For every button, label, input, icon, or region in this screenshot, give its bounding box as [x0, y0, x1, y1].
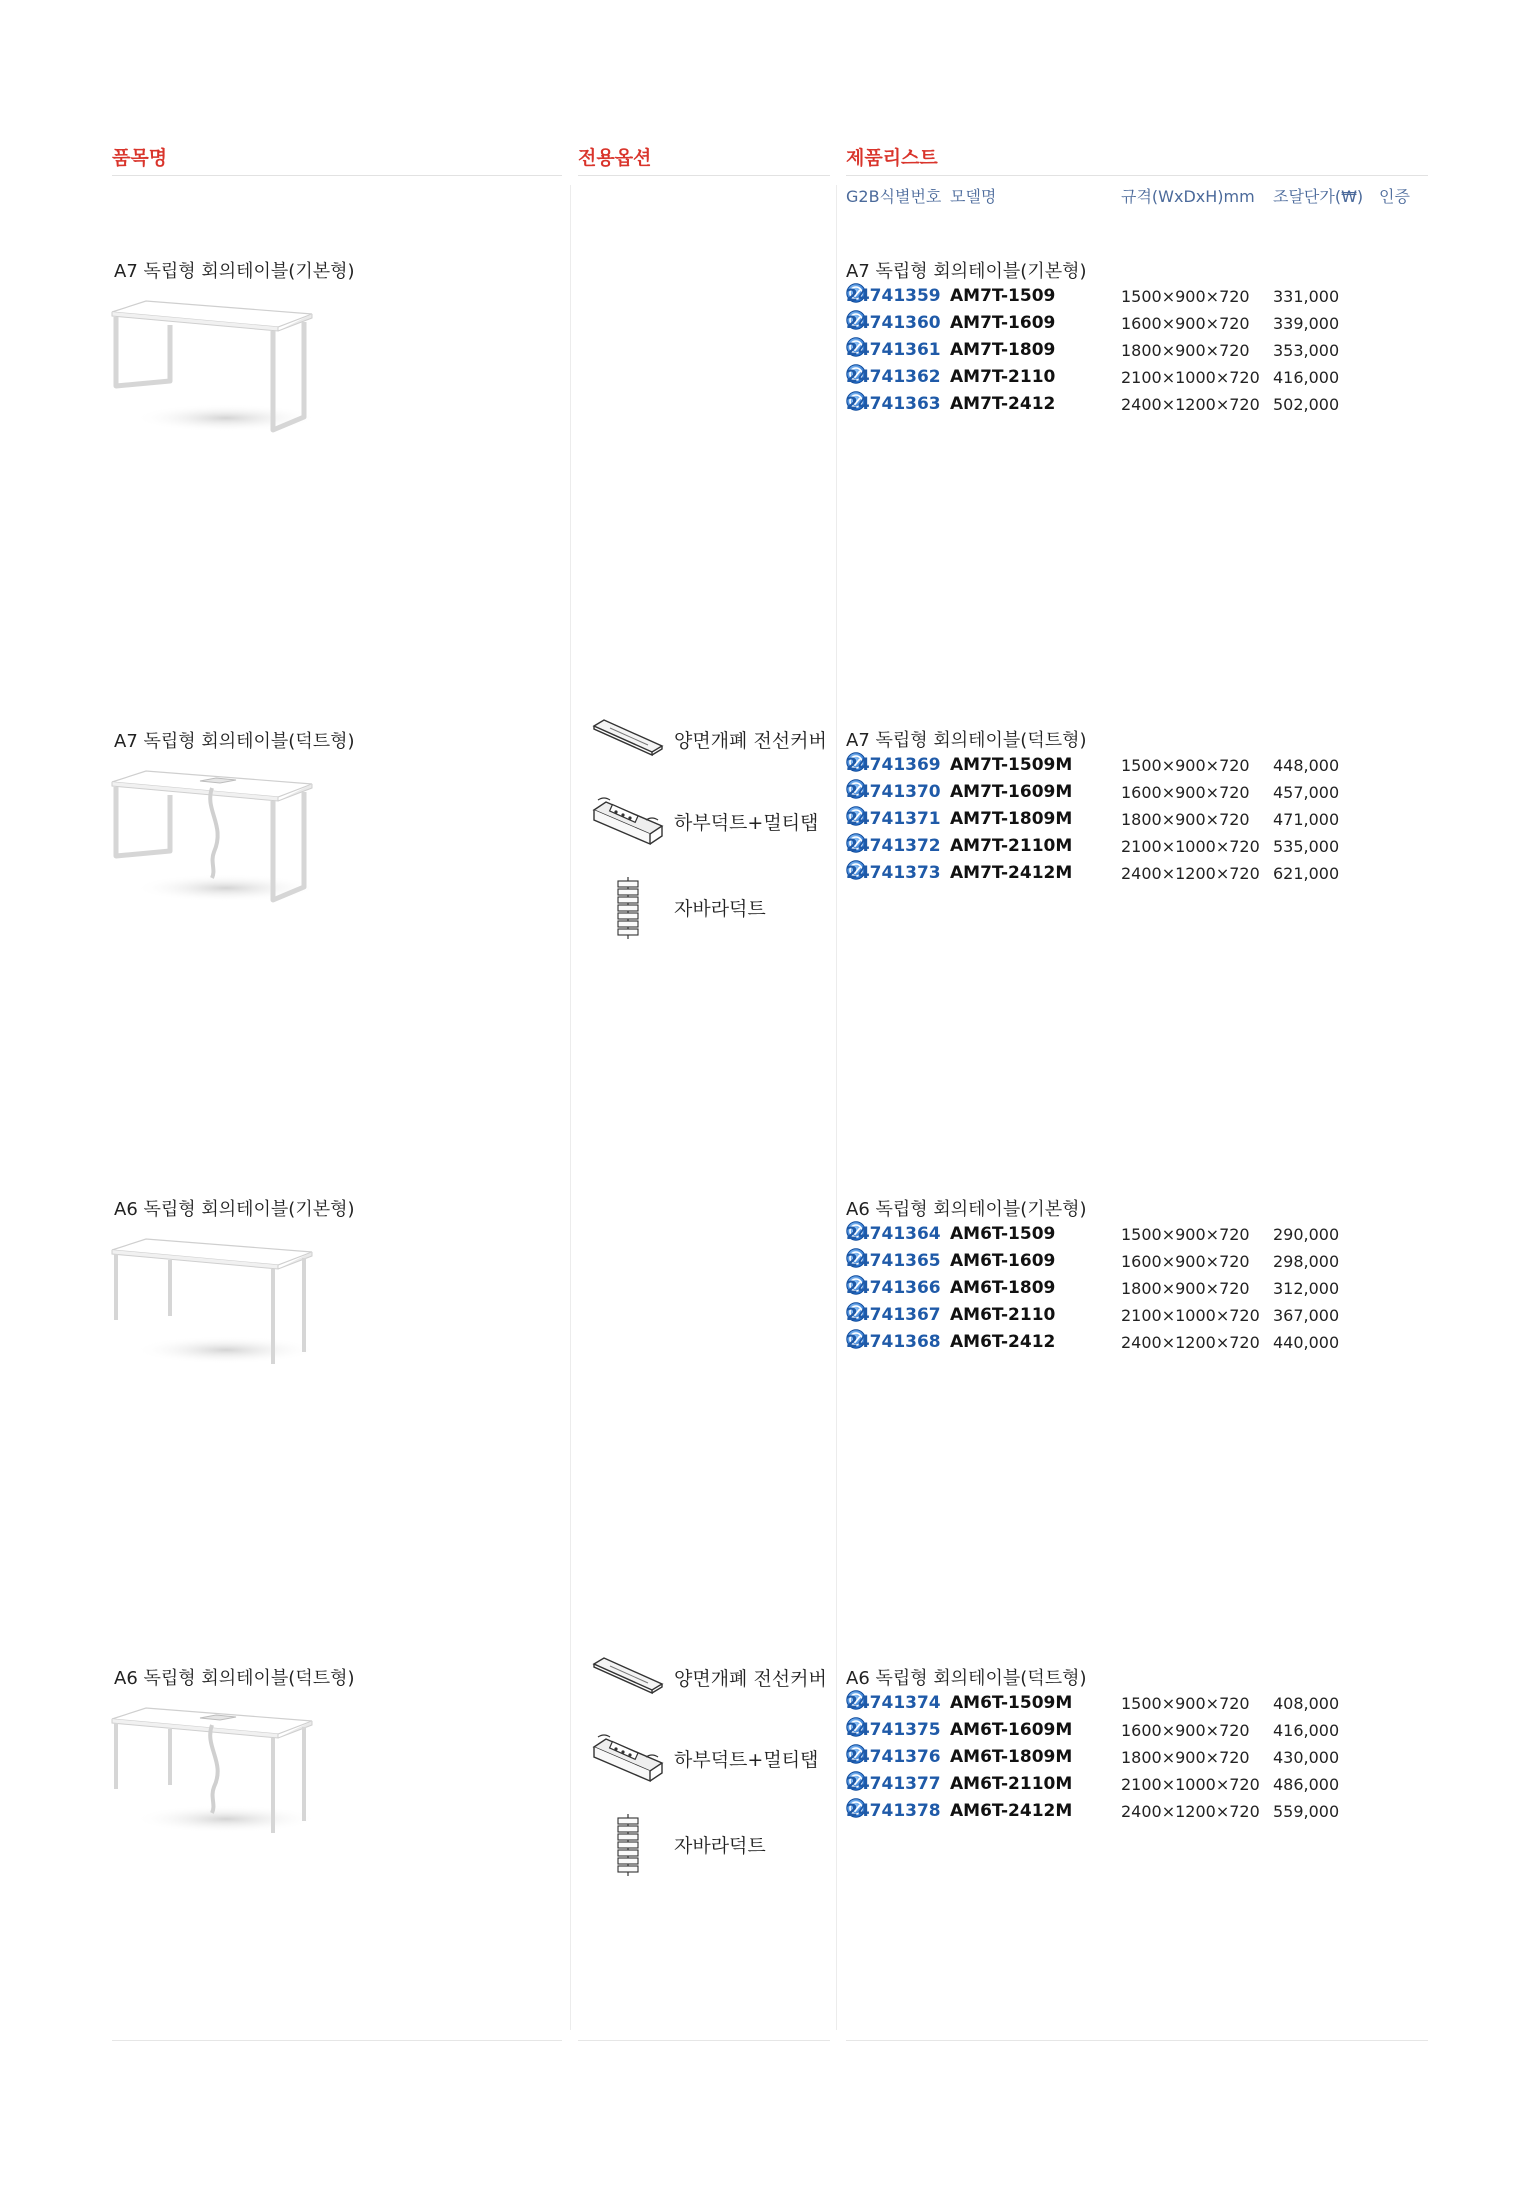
table-row: [846, 337, 1416, 364]
g2b-id: 24741376: [846, 1747, 941, 1767]
table-row: [846, 1221, 1416, 1248]
g2b-id: 24741378: [846, 1801, 941, 1821]
table-row: [846, 1329, 1416, 1356]
spec: 1500×900×720: [1121, 1694, 1250, 1713]
price: 621,000: [1273, 864, 1340, 883]
chain-duct-icon: [608, 1813, 648, 1877]
g2b-id: 24741360: [846, 313, 941, 333]
model-name: AM6T-1609M: [950, 1720, 1073, 1740]
product-rows: [846, 752, 1416, 887]
price: 448,000: [1273, 756, 1340, 775]
column-head-cert: 인증: [1379, 187, 1410, 206]
spec: 1500×900×720: [1121, 756, 1250, 775]
g2b-id: 24741362: [846, 367, 941, 387]
table-row: [846, 364, 1416, 391]
spec: 1500×900×720: [1121, 1225, 1250, 1244]
column-head-id: G2B식별번호: [846, 187, 942, 206]
table-row: [846, 310, 1416, 337]
chain-duct-icon: [608, 876, 648, 940]
model-name: AM7T-2110: [950, 367, 1056, 387]
column-divider: [570, 185, 571, 2030]
model-name: AM6T-2412M: [950, 1801, 1073, 1821]
spec: 2400×1200×720: [1121, 1802, 1260, 1821]
g2b-id: 24741363: [846, 394, 941, 414]
lower-duct-icon: [590, 1733, 666, 1785]
spec: 1600×900×720: [1121, 1721, 1250, 1740]
product-rows: [846, 1221, 1416, 1356]
g2b-id: 24741370: [846, 782, 941, 802]
model-name: AM7T-2412M: [950, 863, 1073, 883]
table-row: [846, 806, 1416, 833]
model-name: AM6T-1809M: [950, 1747, 1073, 1767]
spec: 1600×900×720: [1121, 314, 1250, 333]
model-name: AM7T-1809M: [950, 809, 1073, 829]
list-title: A7 독립형 회의테이블(덕트형): [846, 730, 1087, 751]
g2b-id: 24741375: [846, 1720, 941, 1740]
spec: 1500×900×720: [1121, 287, 1250, 306]
model-name: AM7T-1509: [950, 286, 1056, 306]
header-options: 전용옵션: [578, 147, 652, 169]
spec: 1800×900×720: [1121, 341, 1250, 360]
table-row: [846, 391, 1416, 418]
list-title: A7 독립형 회의테이블(기본형): [846, 261, 1087, 282]
spec: 2100×1000×720: [1121, 368, 1260, 387]
price: 486,000: [1273, 1775, 1340, 1794]
option-label: 자바라덕트: [674, 898, 766, 920]
g2b-id: 24741359: [846, 286, 941, 306]
price: 502,000: [1273, 395, 1340, 414]
option-label: 하부덕트+멀티탭: [674, 1749, 819, 1771]
price: 290,000: [1273, 1225, 1340, 1244]
product-name: A7 독립형 회의테이블(덕트형): [114, 731, 355, 752]
list-title: A6 독립형 회의테이블(덕트형): [846, 1668, 1087, 1689]
table-row: [846, 860, 1416, 887]
price: 440,000: [1273, 1333, 1340, 1352]
product-rows: [846, 1690, 1416, 1825]
price: 339,000: [1273, 314, 1340, 333]
header-divider: [112, 175, 562, 176]
price: 471,000: [1273, 810, 1340, 829]
spec: 2400×1200×720: [1121, 864, 1260, 883]
spec: 1600×900×720: [1121, 783, 1250, 802]
g2b-id: 24741367: [846, 1305, 941, 1325]
model-name: AM6T-2412: [950, 1332, 1056, 1352]
column-head-price: 조달단가(₩): [1273, 187, 1364, 206]
g2b-id: 24741365: [846, 1251, 941, 1271]
cable-cover-icon: [590, 1652, 666, 1696]
model-name: AM7T-2110M: [950, 836, 1073, 856]
price: 416,000: [1273, 368, 1340, 387]
g2b-id: 24741364: [846, 1224, 941, 1244]
spec: 1800×900×720: [1121, 1279, 1250, 1298]
table-row: [846, 779, 1416, 806]
model-name: AM6T-1609: [950, 1251, 1056, 1271]
footer-divider: [112, 2040, 562, 2041]
footer-divider: [846, 2040, 1428, 2041]
price: 312,000: [1273, 1279, 1340, 1298]
g2b-id: 24741366: [846, 1278, 941, 1298]
header-divider: [846, 175, 1428, 176]
model-name: AM7T-1809: [950, 340, 1056, 360]
price: 298,000: [1273, 1252, 1340, 1271]
model-name: AM6T-1509M: [950, 1693, 1073, 1713]
g2b-id: 24741374: [846, 1693, 941, 1713]
table-row: [846, 1771, 1416, 1798]
column-head-spec: 규격(WxDxH)mm: [1121, 187, 1255, 206]
g2b-id: 24741368: [846, 1332, 941, 1352]
price: 353,000: [1273, 341, 1340, 360]
cable-cover-icon: [590, 714, 666, 758]
table-row: [846, 1690, 1416, 1717]
product-rows: [846, 283, 1416, 418]
table-row: [846, 1717, 1416, 1744]
model-name: AM7T-1609: [950, 313, 1056, 333]
price: 535,000: [1273, 837, 1340, 856]
table-image: [108, 300, 318, 435]
list-title: A6 독립형 회의테이블(기본형): [846, 1199, 1087, 1220]
spec: 2100×1000×720: [1121, 837, 1260, 856]
table-row: [846, 1798, 1416, 1825]
model-name: AM7T-1609M: [950, 782, 1073, 802]
spec: 2100×1000×720: [1121, 1775, 1260, 1794]
table-row: [846, 833, 1416, 860]
g2b-id: 24741361: [846, 340, 941, 360]
model-name: AM6T-2110M: [950, 1774, 1073, 1794]
header-divider: [578, 175, 830, 176]
g2b-id: 24741377: [846, 1774, 941, 1794]
column-head-model: 모델명: [950, 187, 997, 206]
table-row: [846, 283, 1416, 310]
table-row: [846, 1248, 1416, 1275]
option-label: 자바라덕트: [674, 1835, 766, 1857]
table-row: [846, 1302, 1416, 1329]
product-name: A7 독립형 회의테이블(기본형): [114, 261, 355, 282]
model-name: AM6T-1809: [950, 1278, 1056, 1298]
column-divider: [836, 185, 837, 2030]
option-label: 양면개폐 전선커버: [674, 1668, 827, 1690]
spec: 2100×1000×720: [1121, 1306, 1260, 1325]
spec: 2400×1200×720: [1121, 1333, 1260, 1352]
spec: 1800×900×720: [1121, 1748, 1250, 1767]
spec: 1800×900×720: [1121, 810, 1250, 829]
product-name: A6 독립형 회의테이블(기본형): [114, 1199, 355, 1220]
table-image: [108, 1238, 318, 1373]
product-name: A6 독립형 회의테이블(덕트형): [114, 1668, 355, 1689]
model-name: AM6T-1509: [950, 1224, 1056, 1244]
g2b-id: 24741372: [846, 836, 941, 856]
header-product-list: 제품리스트: [846, 147, 938, 169]
model-name: AM6T-2110: [950, 1305, 1056, 1325]
price: 559,000: [1273, 1802, 1340, 1821]
table-image: [108, 1707, 318, 1842]
price: 457,000: [1273, 783, 1340, 802]
model-name: AM7T-2412: [950, 394, 1056, 414]
table-row: [846, 752, 1416, 779]
option-label: 하부덕트+멀티탭: [674, 812, 819, 834]
spec: 2400×1200×720: [1121, 395, 1260, 414]
price: 331,000: [1273, 287, 1340, 306]
table-row: [846, 1744, 1416, 1771]
price: 408,000: [1273, 1694, 1340, 1713]
footer-divider: [578, 2040, 830, 2041]
price: 416,000: [1273, 1721, 1340, 1740]
model-name: AM7T-1509M: [950, 755, 1073, 775]
g2b-id: 24741371: [846, 809, 941, 829]
table-image: [108, 770, 318, 905]
table-row: [846, 1275, 1416, 1302]
option-label: 양면개폐 전선커버: [674, 730, 827, 752]
header-item-name: 품목명: [112, 147, 168, 169]
price: 367,000: [1273, 1306, 1340, 1325]
lower-duct-icon: [590, 796, 666, 848]
spec: 1600×900×720: [1121, 1252, 1250, 1271]
price: 430,000: [1273, 1748, 1340, 1767]
g2b-id: 24741373: [846, 863, 941, 883]
g2b-id: 24741369: [846, 755, 941, 775]
